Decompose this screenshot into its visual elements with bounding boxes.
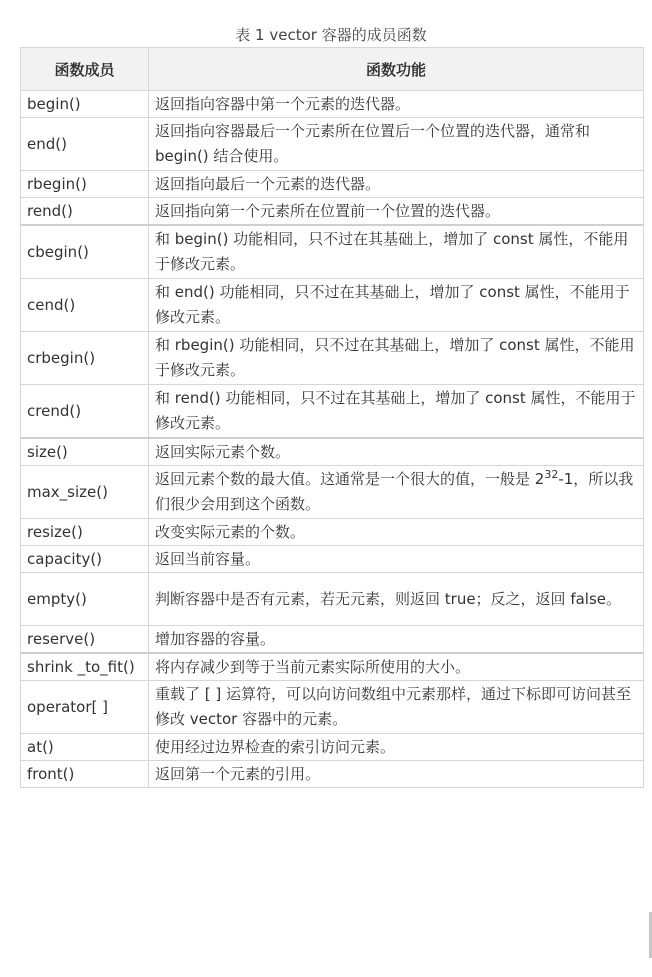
function-description: 返回指向容器最后一个元素所在位置后一个位置的迭代器，通常和 begin() 结合使用。 [149, 118, 644, 171]
table-caption: 表 1 vector 容器的成员函数 [235, 26, 427, 44]
function-description: 使用经过边界检查的索引访问元素。 [149, 734, 644, 761]
function-description: 返回当前容量。 [149, 546, 644, 573]
function-description [149, 466, 644, 519]
table-row [21, 573, 644, 626]
function-name: operator[ ] [21, 681, 149, 734]
function-name: resize() [21, 519, 149, 546]
function-name: begin() [21, 91, 149, 118]
function-description: 返回指向第一个元素所在位置前一个位置的迭代器。 [149, 198, 644, 226]
function-name: shrink _to_fit() [21, 653, 149, 681]
table-row [21, 198, 644, 226]
table-row [21, 626, 644, 654]
table-row [21, 118, 644, 171]
function-name: front() [21, 761, 149, 788]
function-name: capacity() [21, 546, 149, 573]
function-description: 返回指向容器中第一个元素的迭代器。 [149, 91, 644, 118]
function-name: reserve() [21, 626, 149, 654]
function-description: 重载了 [ ] 运算符，可以向访问数组中元素那样，通过下标即可访问甚至修改 vector 容器中的元素。 [149, 681, 644, 734]
function-description: 增加容器的容量。 [149, 626, 644, 654]
table-row [21, 91, 644, 118]
table-row [21, 734, 644, 761]
function-name: size() [21, 438, 149, 466]
vector-member-table [20, 47, 644, 788]
function-description: 和 rend() 功能相同，只不过在其基础上，增加了 const 属性，不能用于修改元素。 [149, 385, 644, 439]
function-description: 和 end() 功能相同，只不过在其基础上，增加了 const 属性，不能用于修改元素。 [149, 279, 644, 332]
function-name: end() [21, 118, 149, 171]
table-row [21, 279, 644, 332]
function-name: at() [21, 734, 149, 761]
function-name: cbegin() [21, 225, 149, 279]
table-row [21, 681, 644, 734]
table-row [21, 761, 644, 788]
header-function-description: 函数功能 [149, 48, 644, 91]
function-name: crend() [21, 385, 149, 439]
table-header-row [21, 48, 644, 91]
function-name: crbegin() [21, 332, 149, 385]
function-description: 和 rbegin() 功能相同，只不过在其基础上，增加了 const 属性，不能用于修改元素。 [149, 332, 644, 385]
table-row [21, 332, 644, 385]
header-member-function: 函数成员 [21, 48, 149, 91]
table-row [21, 653, 644, 681]
description-text: -1，所以我们很少会用到这个函数。 [155, 470, 634, 513]
function-name: empty() [21, 573, 149, 626]
function-description: 和 begin() 功能相同，只不过在其基础上，增加了 const 属性，不能用于修改元素。 [149, 225, 644, 279]
table-row [21, 438, 644, 466]
table-row [21, 466, 644, 519]
function-name: max_size() [21, 466, 149, 519]
function-description: 返回实际元素个数。 [149, 438, 644, 466]
table-row [21, 546, 644, 573]
function-name: rbegin() [21, 171, 149, 198]
table-row [21, 171, 644, 198]
function-description: 返回指向最后一个元素的迭代器。 [149, 171, 644, 198]
function-description: 将内存减少到等于当前元素实际所使用的大小。 [149, 653, 644, 681]
table-row [21, 519, 644, 546]
function-name: rend() [21, 198, 149, 226]
table-row [21, 225, 644, 279]
function-name: cend() [21, 279, 149, 332]
description-text: 返回元素个数的最大值。这通常是一个很大的值，一般是 2 [155, 470, 545, 488]
function-description: 判断容器中是否有元素，若无元素，则返回 true；反之，返回 false。 [149, 573, 644, 626]
exponent: 32 [544, 468, 559, 481]
function-description: 改变实际元素的个数。 [149, 519, 644, 546]
table-row [21, 385, 644, 439]
function-description: 返回第一个元素的引用。 [149, 761, 644, 788]
